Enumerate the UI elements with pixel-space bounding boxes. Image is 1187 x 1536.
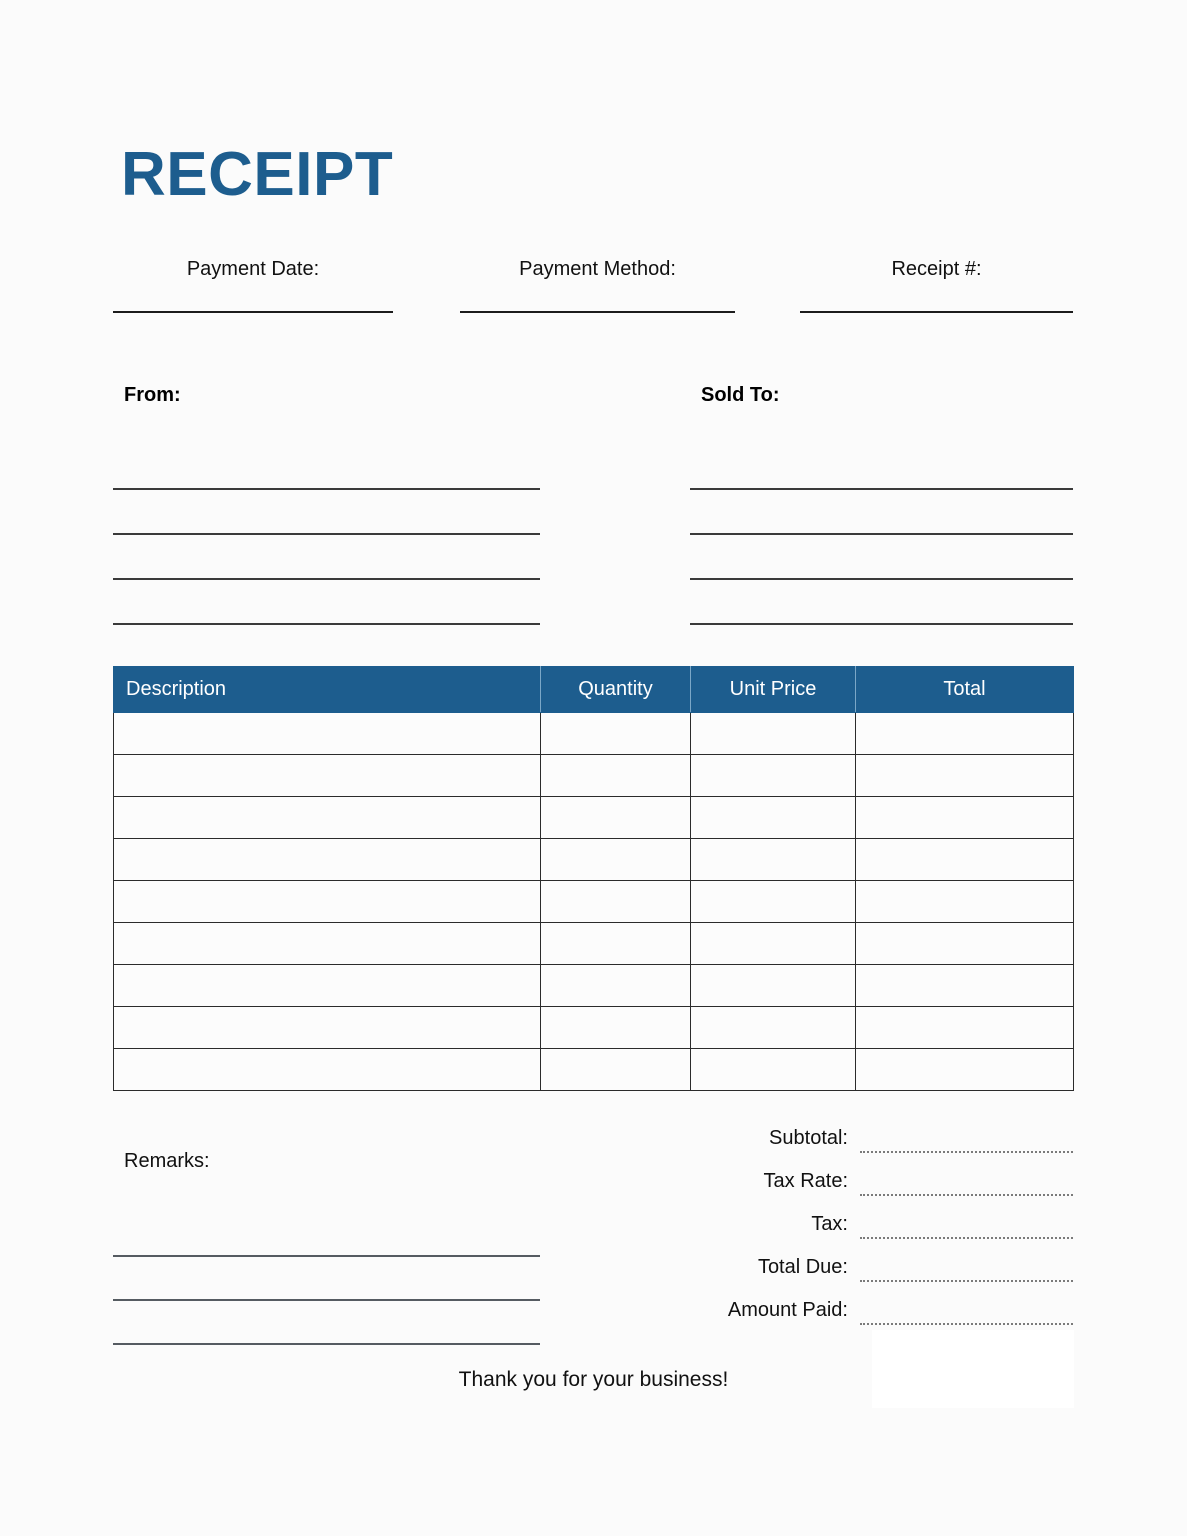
cell-total[interactable] bbox=[856, 881, 1074, 923]
cell-total[interactable] bbox=[856, 755, 1074, 797]
cell-quantity[interactable] bbox=[541, 923, 691, 965]
totals-row-subtotal bbox=[690, 1110, 1073, 1153]
cell-total[interactable] bbox=[856, 1007, 1074, 1049]
cell-description[interactable] bbox=[114, 923, 541, 965]
cell-description[interactable] bbox=[114, 713, 541, 755]
table-row[interactable] bbox=[114, 755, 1074, 797]
totals-row-tax-rate bbox=[690, 1153, 1073, 1196]
subtotal-label: Subtotal: bbox=[769, 1127, 848, 1149]
footer-note: Thank you for your business! bbox=[458, 1368, 729, 1391]
cell-quantity[interactable] bbox=[541, 797, 691, 839]
from-line[interactable] bbox=[113, 535, 540, 580]
tax-label: Tax: bbox=[811, 1213, 848, 1235]
receipt-number-input-rule[interactable] bbox=[800, 311, 1073, 313]
page-title: RECEIPT bbox=[121, 140, 394, 209]
remarks-line[interactable] bbox=[113, 1257, 540, 1301]
table-row[interactable] bbox=[114, 881, 1074, 923]
cell-description[interactable] bbox=[114, 965, 541, 1007]
cell-unit-price[interactable] bbox=[691, 797, 856, 839]
column-header-description: Description bbox=[114, 667, 541, 713]
cell-quantity[interactable] bbox=[541, 965, 691, 1007]
line-items-table bbox=[113, 666, 1074, 1091]
table-row[interactable] bbox=[114, 1007, 1074, 1049]
table-header-row bbox=[114, 667, 1074, 713]
from-label: From: bbox=[124, 384, 181, 406]
cell-description[interactable] bbox=[114, 755, 541, 797]
amount-paid-value[interactable] bbox=[860, 1297, 1073, 1325]
table-row[interactable] bbox=[114, 839, 1074, 881]
cell-total[interactable] bbox=[856, 1049, 1074, 1091]
table-row[interactable] bbox=[114, 923, 1074, 965]
cell-unit-price[interactable] bbox=[691, 1007, 856, 1049]
total-due-label: Total Due: bbox=[757, 1256, 848, 1278]
sold-to-line[interactable] bbox=[690, 490, 1073, 535]
cell-total[interactable] bbox=[856, 797, 1074, 839]
table-row[interactable] bbox=[114, 965, 1074, 1007]
payment-method-field[interactable] bbox=[460, 258, 735, 313]
table-row[interactable] bbox=[114, 1049, 1074, 1091]
subtotal-value[interactable] bbox=[860, 1125, 1073, 1153]
cell-unit-price[interactable] bbox=[691, 1049, 856, 1091]
cell-unit-price[interactable] bbox=[691, 755, 856, 797]
cell-unit-price[interactable] bbox=[691, 713, 856, 755]
table-row[interactable] bbox=[114, 713, 1074, 755]
remarks-block bbox=[113, 1150, 540, 1345]
sold-to-line[interactable] bbox=[690, 445, 1073, 490]
from-block bbox=[113, 384, 540, 670]
column-header-quantity: Quantity bbox=[541, 667, 691, 713]
cell-quantity[interactable] bbox=[541, 755, 691, 797]
receipt-number-field[interactable] bbox=[800, 258, 1073, 313]
cell-quantity[interactable] bbox=[541, 713, 691, 755]
total-due-value[interactable] bbox=[860, 1254, 1073, 1282]
from-line[interactable] bbox=[113, 625, 540, 670]
totals-row-tax bbox=[690, 1196, 1073, 1239]
from-line[interactable] bbox=[113, 580, 540, 625]
sold-to-line[interactable] bbox=[690, 625, 1073, 670]
column-header-unit-price: Unit Price bbox=[691, 667, 856, 713]
receipt-number-label: Receipt #: bbox=[891, 258, 982, 280]
payment-method-label: Payment Method: bbox=[519, 258, 676, 280]
sold-to-block bbox=[690, 384, 1073, 670]
sold-to-line[interactable] bbox=[690, 535, 1073, 580]
cell-description[interactable] bbox=[114, 881, 541, 923]
cell-unit-price[interactable] bbox=[691, 923, 856, 965]
remarks-line[interactable] bbox=[113, 1301, 540, 1345]
cell-description[interactable] bbox=[114, 1049, 541, 1091]
payment-date-label: Payment Date: bbox=[186, 258, 320, 280]
cell-unit-price[interactable] bbox=[691, 839, 856, 881]
sold-to-line[interactable] bbox=[690, 580, 1073, 625]
sold-to-label: Sold To: bbox=[701, 384, 780, 406]
cell-unit-price[interactable] bbox=[691, 881, 856, 923]
cell-description[interactable] bbox=[114, 797, 541, 839]
from-line[interactable] bbox=[113, 445, 540, 490]
cell-quantity[interactable] bbox=[541, 881, 691, 923]
cell-quantity[interactable] bbox=[541, 1049, 691, 1091]
cell-quantity[interactable] bbox=[541, 1007, 691, 1049]
cell-total[interactable] bbox=[856, 923, 1074, 965]
cell-description[interactable] bbox=[114, 839, 541, 881]
table-row[interactable] bbox=[114, 797, 1074, 839]
remarks-label: Remarks: bbox=[124, 1150, 210, 1172]
cell-unit-price[interactable] bbox=[691, 965, 856, 1007]
payment-method-input-rule[interactable] bbox=[460, 311, 735, 313]
cell-quantity[interactable] bbox=[541, 839, 691, 881]
payment-date-input-rule[interactable] bbox=[113, 311, 393, 313]
totals-block bbox=[690, 1110, 1073, 1325]
payment-date-field[interactable] bbox=[113, 258, 393, 313]
tax-value[interactable] bbox=[860, 1211, 1073, 1239]
amount-paid-label: Amount Paid: bbox=[727, 1299, 848, 1321]
cell-total[interactable] bbox=[856, 965, 1074, 1007]
tax-rate-label: Tax Rate: bbox=[763, 1170, 848, 1192]
cell-total[interactable] bbox=[856, 839, 1074, 881]
remarks-line[interactable] bbox=[113, 1213, 540, 1257]
from-line[interactable] bbox=[113, 490, 540, 535]
column-header-total: Total bbox=[856, 667, 1074, 713]
cell-total[interactable] bbox=[856, 713, 1074, 755]
tax-rate-value[interactable] bbox=[860, 1168, 1073, 1196]
totals-row-amount-paid bbox=[690, 1282, 1073, 1325]
totals-row-total-due bbox=[690, 1239, 1073, 1282]
cell-description[interactable] bbox=[114, 1007, 541, 1049]
